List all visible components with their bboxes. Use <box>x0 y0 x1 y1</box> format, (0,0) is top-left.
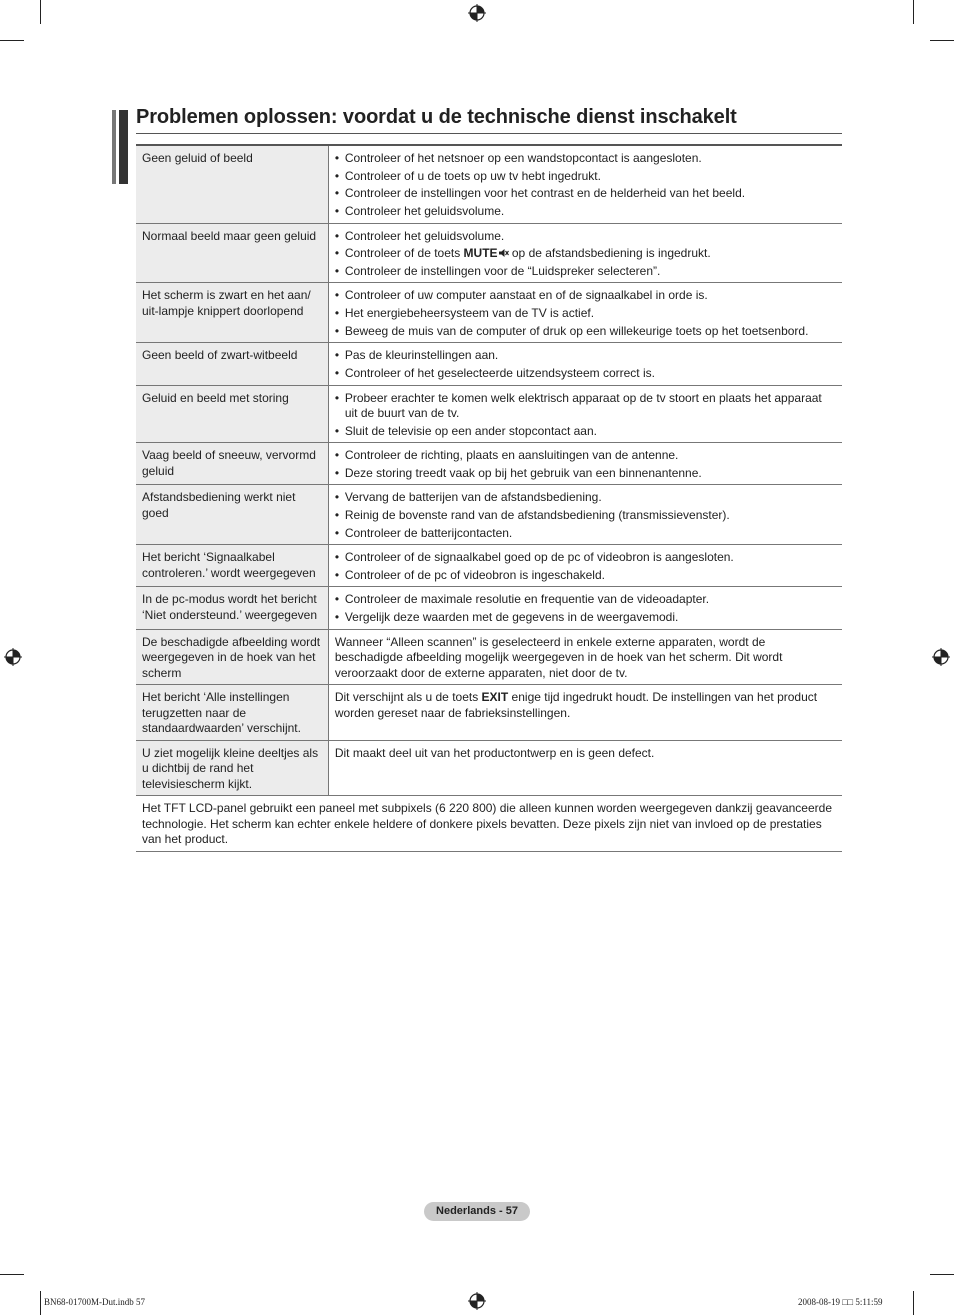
solution-item: • Het energiebeheersysteem van de TV is actief. <box>335 306 836 322</box>
crop-mark <box>40 0 41 24</box>
solution-cell <box>328 443 842 485</box>
symptom-cell: Geluid en beeld met storing <box>136 385 328 443</box>
solution-item: • Controleer of de pc of videobron is ingeschakeld. <box>335 568 836 584</box>
symptom-cell: De beschadigde afbeelding wordt weergegeven in de hoek van het scherm <box>136 629 328 685</box>
solution-cell <box>328 283 842 343</box>
table-row <box>136 485 842 545</box>
solution-item: • Controleer of uw computer aanstaat en of de signaalkabel in orde is. <box>335 288 836 304</box>
solution-item: • Controleer de richting, plaats en aansluitingen van de antenne. <box>335 448 836 464</box>
crop-mark <box>0 1274 24 1275</box>
table-row <box>136 685 842 741</box>
symptom-cell: Vaag beeld of sneeuw, vervormd geluid <box>136 443 328 485</box>
note-row <box>136 796 842 852</box>
page-title: Problemen oplossen: voordat u de technische dienst inschakelt <box>136 106 737 128</box>
table-row <box>136 145 842 223</box>
crop-mark <box>930 40 954 41</box>
symptom-cell: Normaal beeld maar geen geluid <box>136 223 328 283</box>
table-row <box>136 587 842 629</box>
registration-mark-icon <box>468 4 486 22</box>
solution-item: • Controleer of de signaalkabel goed op de pc of videobron is aangesloten. <box>335 550 836 566</box>
solution-item: • Probeer erachter te komen welk elektrisch apparaat op de tv stoort en plaats het apparaat uit de buurt van de tv. <box>335 391 836 422</box>
solution-text: op de afstandsbediening is ingedrukt. <box>508 246 711 261</box>
solution-item: • Controleer de instellingen voor het contrast en de helderheid van het beeld. <box>335 186 836 202</box>
symptom-cell: Het bericht ‘Signaalkabel controleren.’ wordt weergegeven <box>136 545 328 587</box>
solution-item: • Controleer de instellingen voor de “Luidspreker selecteren”. <box>335 264 836 280</box>
registration-mark-icon <box>932 648 950 666</box>
exit-key-label: EXIT <box>481 690 509 705</box>
crop-mark <box>40 1291 41 1315</box>
solution-item: • Controleer of u de toets op uw tv hebt ingedrukt. <box>335 169 836 185</box>
symptom-cell: Afstandsbediening werkt niet goed <box>136 485 328 545</box>
table-row <box>136 223 842 283</box>
solution-cell <box>328 343 842 385</box>
solution-item: • Controleer de batterijcontacten. <box>335 526 836 542</box>
solution-item <box>335 246 836 262</box>
solution-text: Dit maakt deel uit van het productontwerp en is geen defect. <box>334 745 655 760</box>
title-rule <box>136 133 842 134</box>
table-row <box>136 545 842 587</box>
solution-cell <box>328 485 842 545</box>
solution-text: Dit verschijnt als u de toets <box>334 690 482 705</box>
note-text: Het TFT LCD-panel gebruikt een paneel met subpixels (6 220 800) die alleen kunnen worden weergegeven dankzij geavanceerde technologie. Het scherm kan echter enkele heldere of donkere pixels bevatten. Deze pixels zijn niet van invloed op de prestaties van het product. <box>136 796 842 852</box>
solution-cell <box>328 629 842 685</box>
table-row <box>136 283 842 343</box>
solution-item: • Pas de kleurinstellingen aan. <box>335 348 836 364</box>
table-row <box>136 443 842 485</box>
speaker-mute-icon <box>499 248 509 258</box>
symptom-cell: U ziet mogelijk kleine deeltjes als u dichtbij de rand het televisiescherm kijkt. <box>136 740 328 796</box>
solution-item: • Vergelijk deze waarden met de gegevens in de weergavemodi. <box>335 610 836 626</box>
solution-item: • Controleer het geluidsvolume. <box>335 204 836 220</box>
solution-item: • Controleer of het netsnoer op een wandstopcontact is aangesloten. <box>335 151 836 167</box>
solution-item: • Controleer of het geselecteerde uitzendsysteem correct is. <box>335 366 836 382</box>
solution-item: • Sluit de televisie op een ander stopcontact aan. <box>335 424 836 440</box>
symptom-cell: Het bericht ‘Alle instellingen terugzetten naar de standaardwaarden’ verschijnt. <box>136 685 328 741</box>
solution-item: • Controleer de maximale resolutie en frequentie van de videoadapter. <box>335 592 836 608</box>
solution-item: • Reinig de bovenste rand van de afstandsbediening (transmissievenster). <box>335 508 836 524</box>
registration-mark-icon <box>468 1292 486 1310</box>
crop-mark <box>0 40 24 41</box>
crop-mark <box>913 1291 914 1315</box>
page-number-label: Nederlands - 57 <box>424 1202 530 1221</box>
symptom-cell: Het scherm is zwart en het aan/ uit-lampje knippert doorlopend <box>136 283 328 343</box>
solution-item: • Beweeg de muis van de computer of druk op een willekeurige toets op het toetsenbord. <box>335 324 836 340</box>
symptom-cell: Geen geluid of beeld <box>136 145 328 223</box>
solution-item: • Vervang de batterijen van de afstandsbediening. <box>335 490 836 506</box>
mute-key-label: MUTE <box>463 246 498 261</box>
solution-cell <box>328 587 842 629</box>
symptom-cell: In de pc-modus wordt het bericht ‘Niet ondersteund.’ weergegeven <box>136 587 328 629</box>
solution-cell <box>328 545 842 587</box>
crop-mark <box>930 1274 954 1275</box>
solution-cell <box>328 223 842 283</box>
solution-cell <box>328 685 842 741</box>
troubleshooting-table <box>136 144 842 852</box>
file-info: BN68-01700M-Dut.indb 57 <box>44 1297 145 1307</box>
solution-cell <box>328 145 842 223</box>
solution-text: Wanneer “Alleen scannen” is geselecteerd in enkele externe apparaten, wordt de beschadigde afbeelding mogelijk weergegeven in de hoek van het scherm. Dit wordt veroorzaakt door de externe apparaten, niet door de tv. <box>334 634 783 680</box>
table-row <box>136 385 842 443</box>
solution-text: enige tijd ingedrukt houdt. De instellingen van het product worden gereset naar de fabrieksinstellingen. <box>334 690 818 720</box>
table-row <box>136 343 842 385</box>
table-row <box>136 629 842 685</box>
crop-mark <box>913 0 914 24</box>
symptom-cell: Geen beeld of zwart-witbeeld <box>136 343 328 385</box>
registration-mark-icon <box>4 648 22 666</box>
solution-cell <box>328 385 842 443</box>
table-row <box>136 740 842 796</box>
solution-cell <box>328 740 842 796</box>
solution-item: • Deze storing treedt vaak op bij het gebruik van een binnenantenne. <box>335 466 836 482</box>
date-info: 2008-08-19 □□ 5:11:59 <box>798 1297 883 1307</box>
solution-item: • Controleer het geluidsvolume. <box>335 229 836 245</box>
solution-text: Controleer of de toets <box>344 246 464 261</box>
